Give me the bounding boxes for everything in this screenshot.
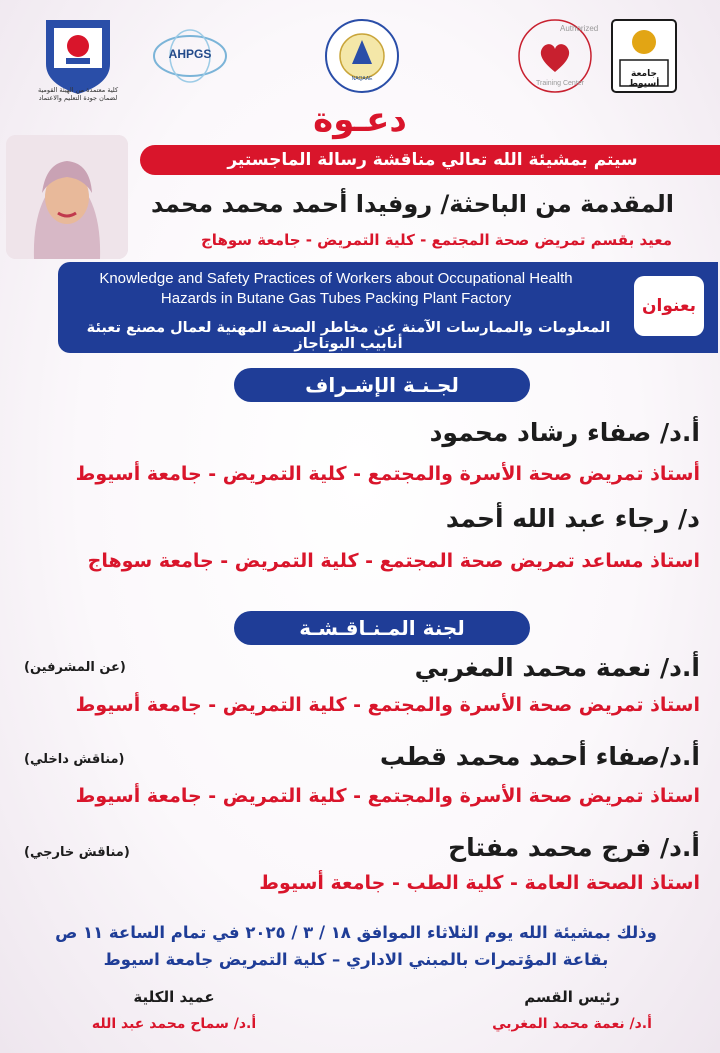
supervisor-1-affiliation: أستاذ تمريض صحة الأسرة والمجتمع - كلية التمريض - جامعة أسيوط [75, 463, 700, 485]
ahpgs-logo [150, 14, 230, 98]
researcher-photo [6, 135, 128, 259]
caption-line-2: لضمان جودة التعليم والاعتماد [38, 94, 118, 102]
supervisor-2-name: د/ رجاء عبد الله أحمد [445, 504, 700, 533]
dean-name: أ.د/ سماح محمد عبد الله [91, 1016, 257, 1032]
caption-line-1: كلية معتمدة من الهيئة القومية [37, 86, 119, 94]
discussion-committee-title: لجنة المـنـاقـشـة [234, 611, 530, 645]
subheading-banner [140, 145, 720, 175]
naqaae-seal-icon [320, 14, 404, 98]
examiner-1-affiliation: استاذ تمريض صحة الأسرة والمجتمع - كلية التمريض - جامعة أسيوط [75, 694, 700, 716]
event-date-time: وذلك بمشيئة الله يوم الثلاثاء الموافق ١٨ / ٣ / ٢٠٢٥ في تمام الساعة ١١ ص [55, 923, 657, 942]
assiut-label: جامعة أسيوط [628, 69, 660, 89]
supervision-committee-title: لجـنـة الإشـراف [234, 368, 530, 402]
presenter-line: المقدمة من الباحثة/ روفيدا أحمد محمد محمد [151, 190, 674, 218]
supervisor-1-name: أ.د/ صفاء رشاد محمود [429, 418, 700, 447]
aha-text-1: Authorized [560, 24, 599, 33]
aha-training-logo [510, 14, 600, 98]
department-head-title: رئيس القسم [524, 988, 620, 1006]
thesis-title-ar: المعلومات والممارسات الآمنة عن مخاطر الصحة المهنية لعمال مصنع تعبئة أنابيب البوتاجاز [86, 320, 611, 352]
presenter-position: معيد بقسم تمريض صحة المجتمع - كلية التمريض - جامعة سوهاج [201, 231, 672, 249]
subheading-text: سيتم بمشيئة الله تعالي مناقشة رسالة الماجستير [227, 150, 638, 170]
naqaae-label: NAQAAE [351, 76, 373, 82]
thesis-title-en-line-2: Hazards in Butane Gas Tubes Packing Plant Factory [160, 290, 512, 307]
invitation-heading: دعـوة [313, 100, 407, 140]
dean-title: عميد الكلية [133, 988, 215, 1006]
examiner-1-role: (عن المشرفين) [24, 660, 126, 675]
examiner-3-role: (مناقش خارجي) [24, 845, 130, 860]
naqaae-logo [320, 14, 404, 98]
thesis-label: بعنوان [634, 276, 704, 336]
thesis-title-en-line-1: Knowledge and Safety Practices of Workers about Occupational Health [99, 270, 573, 287]
thesis-title-en [66, 269, 606, 309]
ahpgs-label: AHPGS [168, 47, 212, 61]
examiner-1-name: أ.د/ نعمة محمد المغربي [414, 653, 700, 682]
event-venue: بقاعة المؤتمرات بالمبني الاداري – كلية التمريض جامعة اسيوط [103, 950, 609, 969]
examiner-2-role: (مناقش داخلي) [24, 752, 125, 767]
researcher-portrait-icon [6, 135, 128, 259]
assiut-university-logo [606, 14, 682, 98]
supervisor-2-affiliation: استاذ مساعد تمريض صحة المجتمع - كلية التمريض - جامعة سوهاج [87, 550, 700, 572]
examiner-2-name: أ.د/صفاء أحمد محمد قطب [379, 742, 700, 771]
examiner-3-affiliation: استاذ الصحة العامة - كلية الطب - جامعة أسيوط [259, 872, 700, 894]
department-head-name: أ.د/ نعمة محمد المغربي [492, 1016, 652, 1032]
examiner-2-affiliation: استاذ تمريض صحة الأسرة والمجتمع - كلية التمريض - جامعة أسيوط [75, 785, 700, 807]
thesis-title-box [58, 262, 718, 353]
examiner-3-name: أ.د/ فرج محمد مفتاح [448, 833, 700, 862]
aha-text-2: Training Center [536, 80, 584, 87]
